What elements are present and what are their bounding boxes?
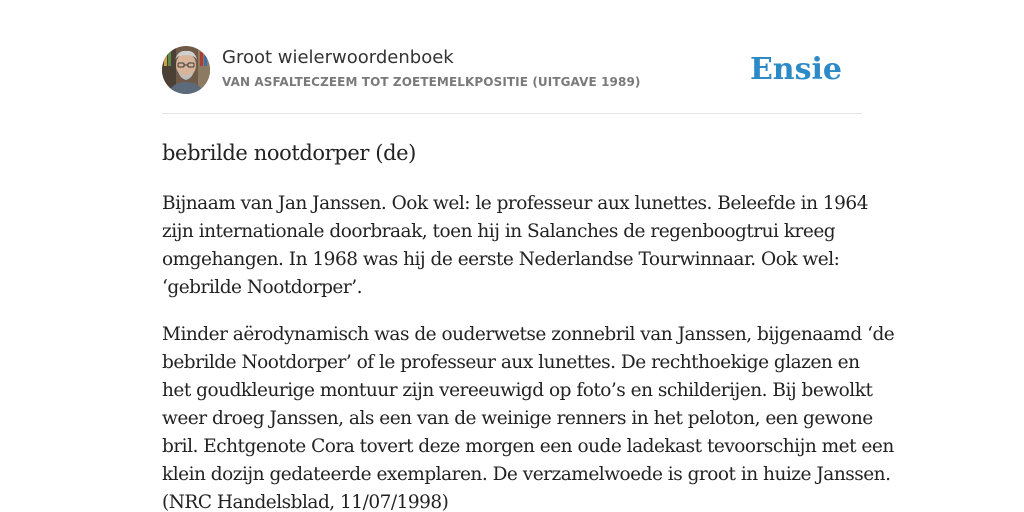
paragraph-line: zijn internationale doorbraak, toen hij in Salanches de regenboogtrui kreeg	[162, 221, 836, 242]
paragraph-line: omgehangen. In 1968 was hij de eerste Nederlandse Tourwinnaar. Ook wel:	[162, 249, 840, 270]
paragraph-line: het goudkleurige montuur zijn vereeuwigd op foto’s en schilderijen. Bij bewolkt	[162, 380, 873, 401]
paragraph-line: (NRC Handelsblad, 11/07/1998)	[162, 492, 449, 512]
paragraph-line: bril. Echtgenote Cora tovert deze morgen een oude ladekast tevoorschijn met een	[162, 436, 894, 457]
book-subtitle: VAN ASFALTECZEEM TOT ZOETEMELKPOSITIE (UITGAVE 1989)	[222, 75, 641, 89]
book-header	[162, 46, 862, 96]
paragraph-line: Minder aërodynamisch was de ouderwetse zonnebril van Janssen, bijgenaamd ‘de	[162, 324, 895, 345]
paragraph-line: klein dozijn gedateerde exemplaren. De verzamelwoede is groot in huize Janssen.	[162, 464, 891, 485]
ensie-logo[interactable]: Ensie	[749, 52, 842, 87]
book-title[interactable]: Groot wielerwoordenboek	[222, 47, 454, 68]
paragraph-line: ‘gebrilde Nootdorper’.	[162, 277, 362, 298]
entry-paragraph	[162, 321, 895, 512]
entry-term: bebrilde nootdorper (de)	[162, 141, 416, 165]
paragraph-line: bebrilde Nootdorper’ of le professeur aux lunettes. De rechthoekige glazen en	[162, 352, 860, 373]
entry-paragraph	[162, 190, 868, 302]
header-divider	[162, 113, 862, 114]
paragraph-line: weer droeg Janssen, als een van de weinige renners in het peloton, een gewone	[162, 408, 873, 429]
paragraph-line: Bijnaam van Jan Janssen. Ook wel: le professeur aux lunettes. Beleefde in 1964	[162, 193, 868, 214]
entry-body	[162, 190, 895, 512]
author-portrait-icon[interactable]	[162, 46, 210, 94]
